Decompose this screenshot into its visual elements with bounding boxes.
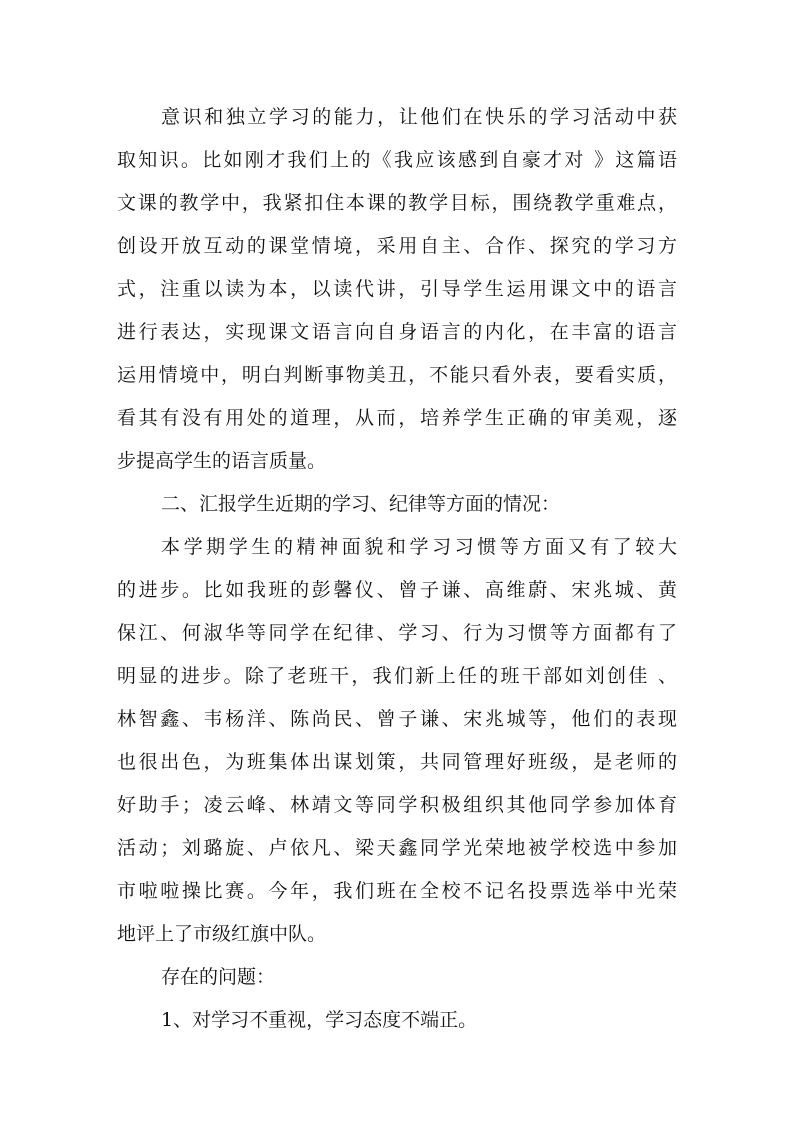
text-line: 市啦啦操比赛。今年，我们班在全校不记名投票选举中光荣 — [117, 880, 677, 902]
text-line: 地评上了市级红旗中队。 — [117, 923, 327, 945]
text-line: 文课的教学中，我紧扣住本课的教学目标，围绕教学重难点， — [117, 192, 677, 214]
text-line: 进行表达，实现课文语言向自身语言的内化，在丰富的语言 — [117, 321, 677, 343]
text-line: 林智鑫、韦杨洋、陈尚民、曾子谦、宋兆城等，他们的表现 — [117, 708, 677, 730]
text-line: 明显的进步。除了老班干，我们新上任的班干部如刘创佳 、 — [117, 665, 677, 687]
document-body — [117, 96, 677, 1042]
text-line: 步提高学生的语言质量。 — [117, 450, 327, 472]
text-line: 保江、何淑华等同学在纪律、学习、行为习惯等方面都有了 — [117, 622, 677, 644]
text-line: 取知识。比如刚才我们上的《我应该感到自豪才对 》这篇语 — [117, 149, 677, 171]
text-line: 创设开放互动的课堂情境，采用自主、合作、探究的学习方 — [117, 235, 677, 257]
subsection-heading: 存在的问题： — [161, 966, 276, 988]
section-heading: 二、汇报学生近期的学习、纪律等方面的情况： — [161, 493, 561, 515]
text-line: 好助手；凌云峰、林靖文等同学积极组织其他同学参加体育 — [117, 794, 677, 816]
text-line: 看其有没有用处的道理，从而，培养学生正确的审美观，逐 — [117, 407, 677, 429]
text-line: 本学期学生的精神面貌和学习习惯等方面又有了较大 — [161, 536, 677, 558]
text-line: 式，注重以读为本，以读代讲，引导学生运用课文中的语言 — [117, 278, 677, 300]
text-line: 也很出色，为班集体出谋划策，共同管理好班级，是老师的 — [117, 751, 677, 773]
text-line: 活动；刘璐旋、卢依凡、梁天鑫同学光荣地被学校选中参加 — [117, 837, 677, 859]
text-line: 的进步。比如我班的彭馨仪、曾子谦、高维蔚、宋兆城、黄 — [117, 579, 677, 601]
text-line: 运用情境中，明白判断事物美丑，不能只看外表，要看实质， — [117, 364, 677, 386]
list-item: 1、对学习不重视，学习态度不端正。 — [161, 1009, 478, 1031]
text-line: 意识和独立学习的能力，让他们在快乐的学习活动中获 — [161, 106, 677, 128]
